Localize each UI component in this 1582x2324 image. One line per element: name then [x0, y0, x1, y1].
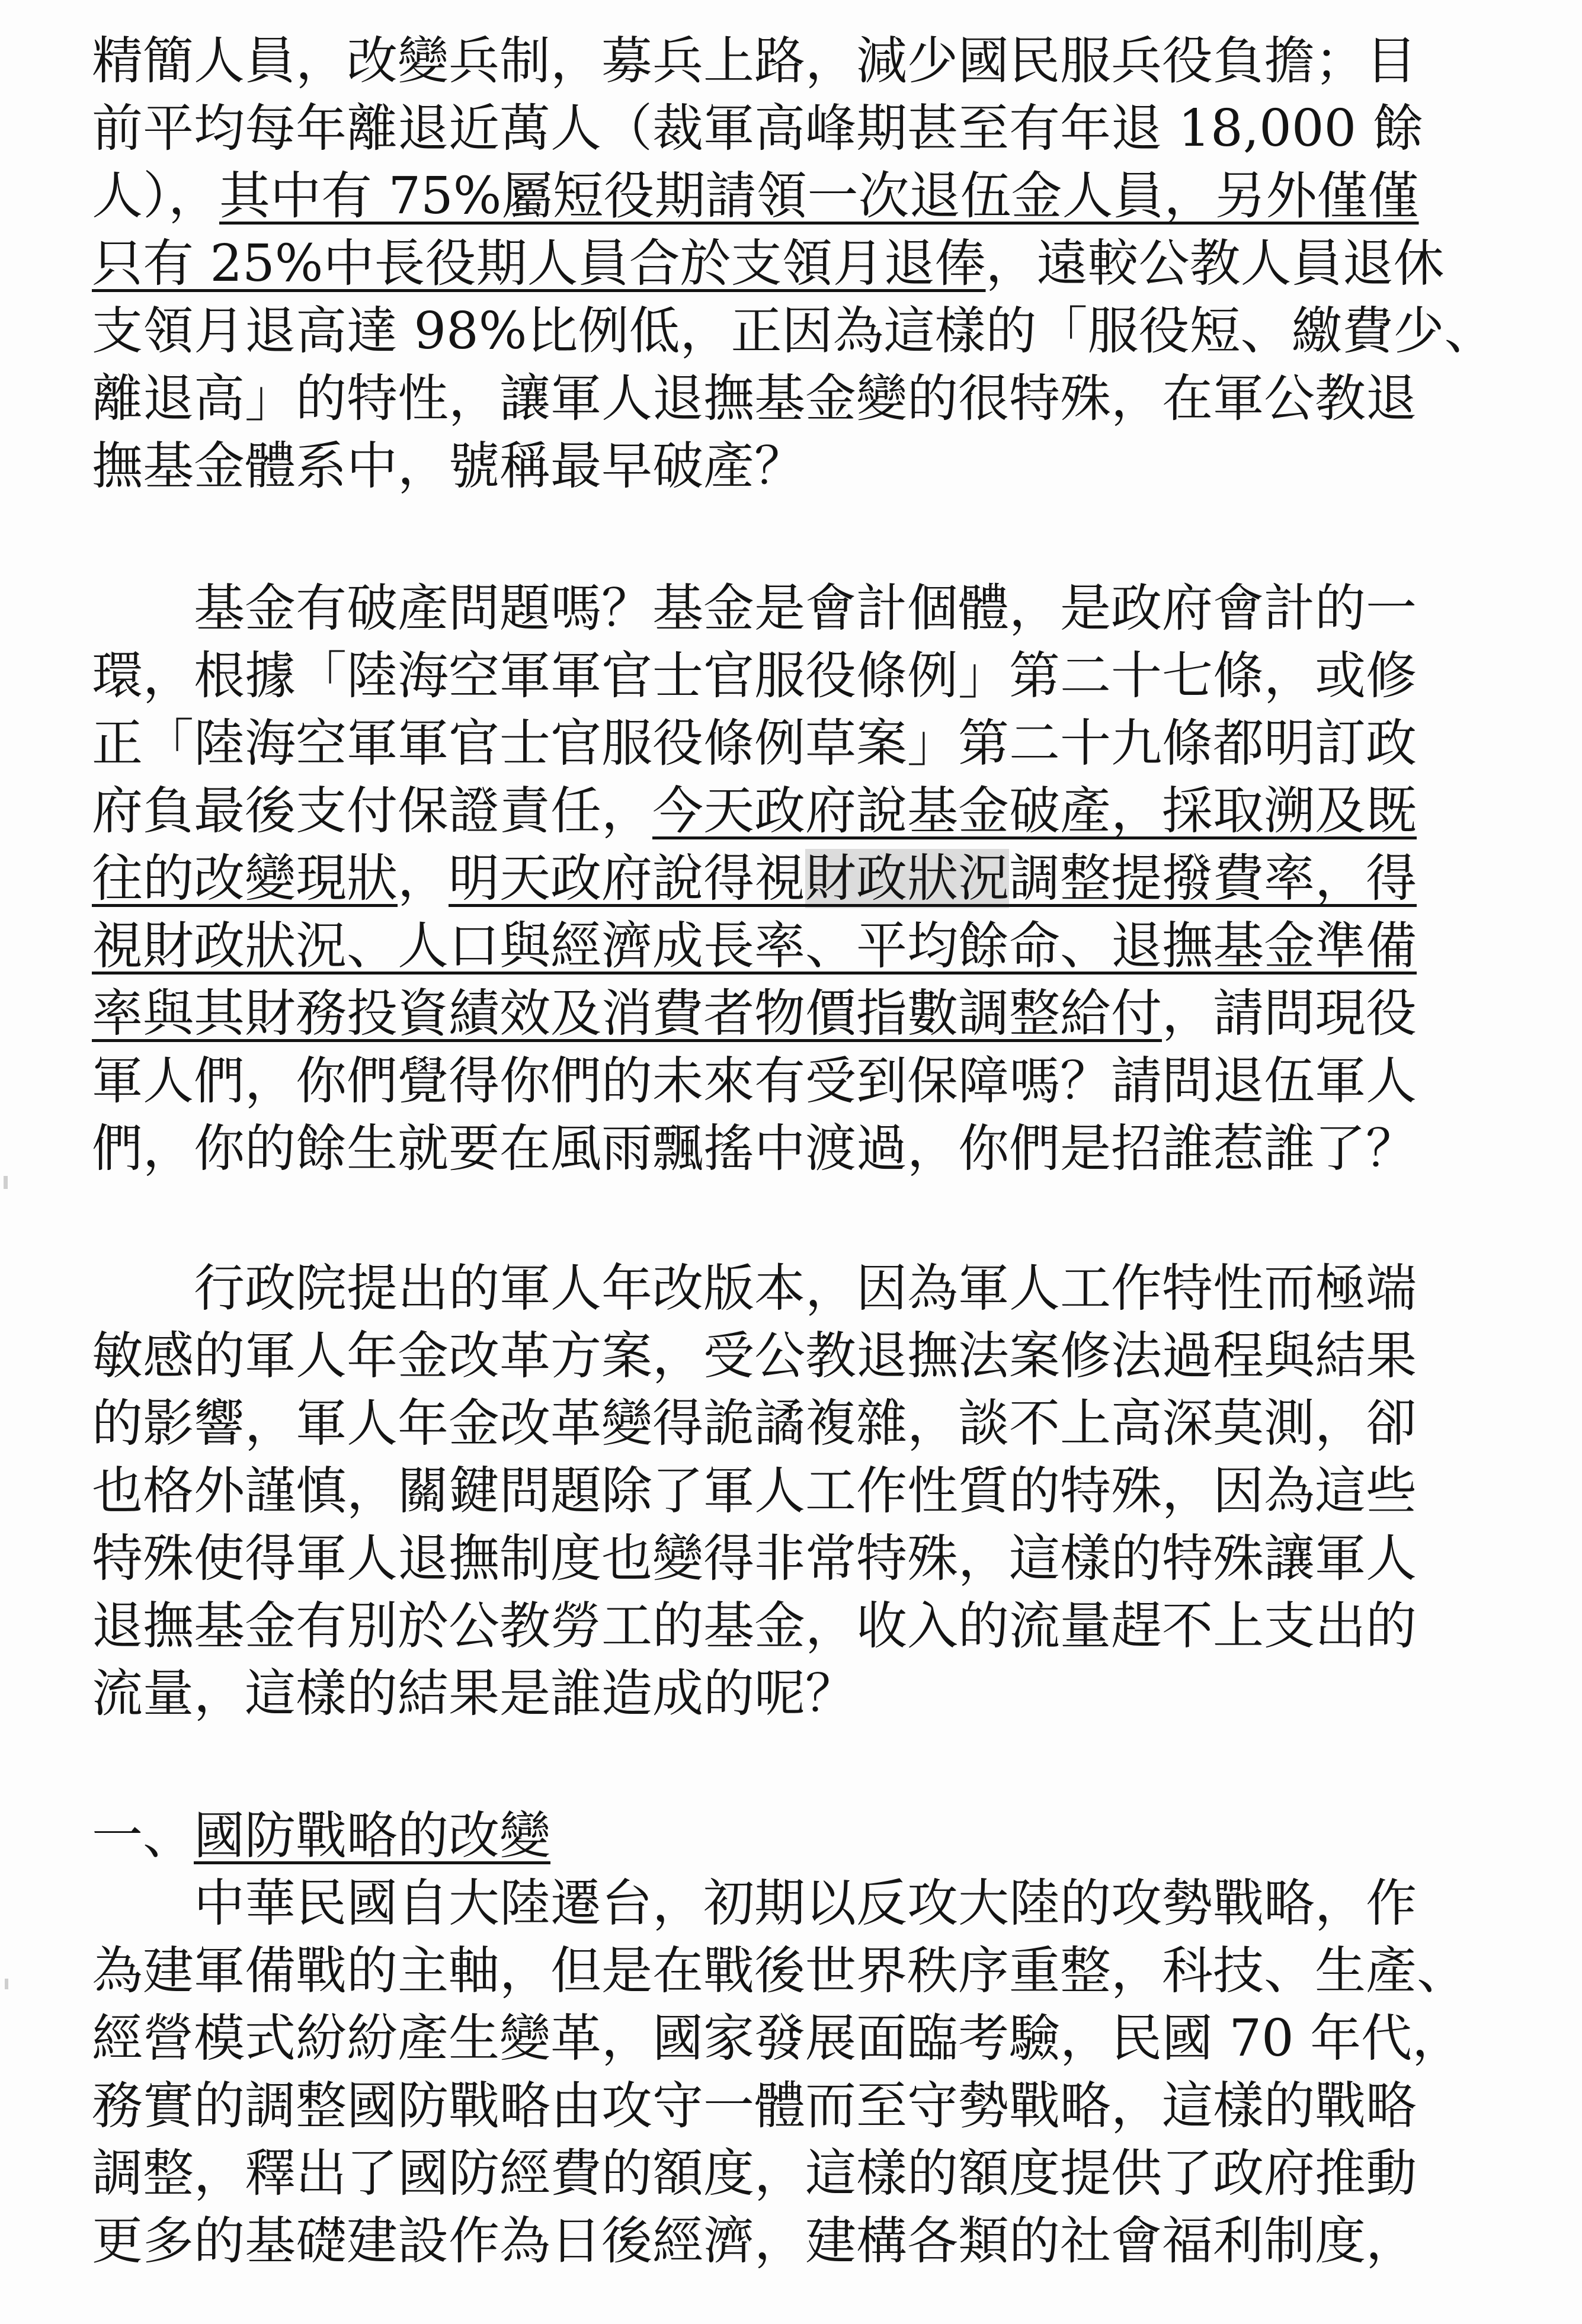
text-segment: 經營模式紛紛產生變革，國家發展面臨考驗，民國 70 年代，: [92, 2009, 1463, 2068]
text-segment: 行政院提出的軍人年改版本，因為軍人工作特性而極端: [92, 1259, 1417, 1318]
text-line: [92, 710, 1417, 777]
text-segment: 離退高」的特性，讓軍人退撫基金變的很特殊，在軍公教退: [92, 369, 1417, 428]
underlined-text: 調整提撥費率，得: [1009, 849, 1417, 908]
text-line: [92, 1870, 1417, 1937]
text-line: [92, 1047, 1417, 1115]
text-line: [92, 1592, 1417, 1660]
text-segment: ，: [398, 849, 449, 908]
underlined-text: 往的改變現狀: [92, 849, 398, 908]
text-segment: 精簡人員，改變兵制，募兵上路，減少國民服兵役負擔；目: [92, 31, 1417, 91]
text-segment: 務實的調整國防戰略由攻守一體而至守勢戰略，這樣的戰略: [92, 2076, 1417, 2136]
text-segment: 中華民國自大陸遷台，初期以反攻大陸的攻勢戰略，作: [92, 1874, 1417, 1933]
text-line: [92, 2140, 1417, 2207]
underlined-text: 視財政狀況、人口與經濟成長率、平均餘命、退撫基金準備: [92, 916, 1417, 976]
text-line: [92, 1255, 1417, 1322]
text-line: [92, 230, 1445, 297]
text-line: [92, 2005, 1463, 2072]
text-segment: 也格外謹慎，關鍵問題除了軍人工作性質的特殊，因為這些: [92, 1461, 1417, 1521]
scan-mark-left-1: [4, 1176, 8, 1189]
text-line: [92, 2072, 1417, 2140]
text-segment: 敏感的軍人年金改革方案，受公教退撫法案修法過程與結果: [92, 1326, 1417, 1386]
text-line: [92, 432, 805, 500]
text-line: [92, 642, 1417, 710]
text-line: [92, 575, 1417, 642]
text-segment: 一、: [92, 1806, 194, 1865]
text-segment: ，請問現役: [1162, 984, 1417, 1043]
text-segment: 支領月退高達 98%比例低，正因為這樣的「服役短、繳費少、: [92, 302, 1495, 361]
text-line: [92, 27, 1417, 95]
text-segment: 基金有破產問題嗎？基金是會計個體，是政府會計的一: [92, 579, 1417, 638]
text-segment: 退撫基金有別於公教勞工的基金，收入的流量趕不上支出的: [92, 1597, 1417, 1656]
underlined-text: 率與其財務投資績效及消費者物價指數調整給付: [92, 984, 1162, 1043]
underlined-text: 明天政府說得視: [449, 849, 805, 908]
text-segment: 軍人們，你們覺得你們的未來有受到保障嗎？請問退伍軍人: [92, 1052, 1417, 1111]
text-segment: 的影響，軍人年金改革變得詭譎複雜，談不上高深莫測，卻: [92, 1394, 1417, 1453]
text-line: [92, 1322, 1417, 1390]
text-line: [92, 912, 1417, 980]
text-line: [92, 1115, 1417, 1182]
text-line: [92, 777, 1417, 845]
underlined-text: 國防戰略的改變: [194, 1806, 550, 1865]
text-line: [92, 2207, 1417, 2275]
underlined-text: 其中有 75%屬短役期請領一次退伍金人員，另外僅僅: [219, 166, 1419, 226]
text-line: [92, 1525, 1417, 1592]
text-line: [92, 1390, 1417, 1457]
text-segment: ，遠較公教人員退休: [985, 234, 1445, 293]
text-segment: 為建軍備戰的主軸，但是在戰後世界秩序重整，科技、生產、: [92, 1941, 1468, 2001]
scan-mark-left-2: [5, 1979, 8, 1989]
text-segment: 撫基金體系中，號稱最早破產？: [92, 437, 805, 496]
text-segment: 前平均每年離退近萬人（裁軍高峰期甚至有年退 18,000 餘: [92, 99, 1424, 158]
text-segment: 調整，釋出了國防經費的額度，這樣的額度提供了政府推動: [92, 2144, 1417, 2203]
text-segment: 府負最後支付保證責任，: [92, 781, 652, 841]
text-segment: 人），: [92, 166, 219, 226]
text-line: [92, 95, 1424, 162]
text-line: [92, 365, 1417, 432]
underlined-text: 只有 25%中長役期人員合於支領月退俸: [92, 234, 986, 293]
text-line: [92, 1660, 856, 1727]
text-segment: 正「陸海空軍軍官士官服役條例草案」第二十九條都明訂政: [92, 714, 1417, 773]
underlined-text: 今天政府說基金破產，採取溯及既: [652, 781, 1417, 841]
text-segment: 環，根據「陸海空軍軍官士官服役條例」第二十七條，或修: [92, 646, 1417, 706]
text-line: [92, 845, 1417, 912]
text-line: [92, 1802, 550, 1870]
text-line: [92, 297, 1495, 365]
text-line: [92, 1457, 1417, 1525]
text-line: [92, 980, 1417, 1047]
text-segment: 們，你的餘生就要在風雨飄搖中渡過，你們是招誰惹誰了？: [92, 1119, 1417, 1178]
text-segment: 更多的基礎建設作為日後經濟，建構各類的社會福利制度，: [92, 2211, 1417, 2271]
text-line: [92, 1937, 1468, 2005]
text-line: [92, 162, 1419, 230]
text-segment: 特殊使得軍人退撫制度也變得非常特殊，這樣的特殊讓軍人: [92, 1529, 1417, 1588]
text-segment: 流量，這樣的結果是誰造成的呢？: [92, 1664, 856, 1723]
underlined-text: 財政狀況: [805, 849, 1009, 908]
